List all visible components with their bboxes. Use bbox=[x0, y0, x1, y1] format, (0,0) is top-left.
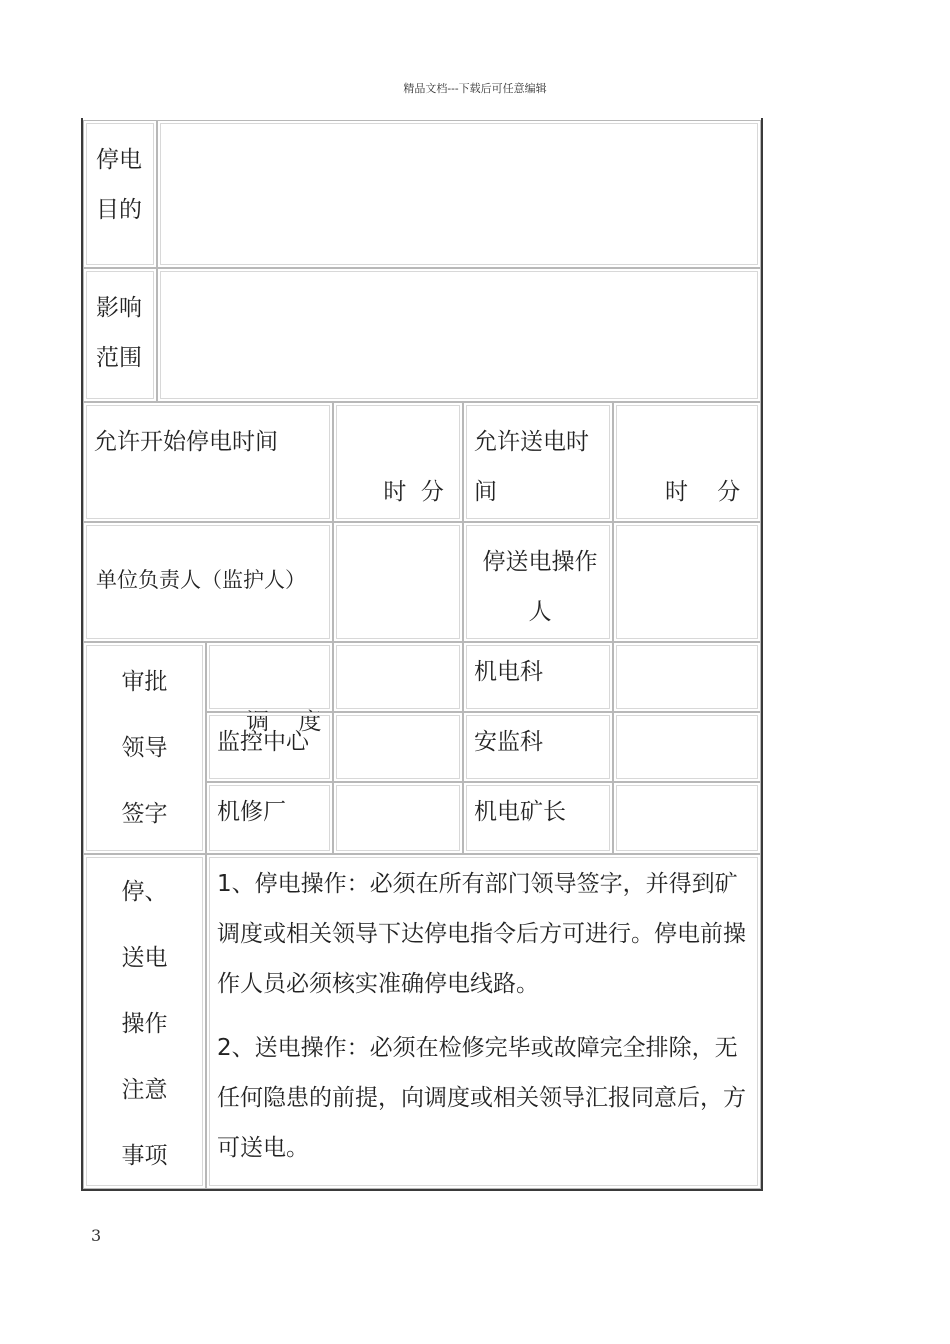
notes-paragraph-power-off: 1、停电操作：必须在所有部门领导签字，并得到矿调度或相关领导下达停电指令后方可进行。停电前操作人员必须核实准确停电线路。 bbox=[217, 871, 746, 997]
unit-leader-value-cell[interactable] bbox=[333, 522, 463, 642]
approval-label-cell bbox=[83, 642, 206, 854]
approval-sign-monitoring-center[interactable] bbox=[333, 712, 463, 782]
approval-label-line3: 签字 bbox=[121, 801, 168, 827]
unit-leader-label: 单位负责人（监护人） bbox=[96, 568, 306, 592]
approval-item-label: 机修厂 bbox=[217, 799, 286, 825]
approval-item-dispatch bbox=[206, 642, 333, 735]
approval-item-repair-plant bbox=[206, 782, 333, 854]
notes-content-cell bbox=[206, 854, 761, 1189]
scope-label-cell bbox=[83, 268, 157, 402]
notes-label-line: 事项 bbox=[121, 1143, 168, 1169]
purpose-label-cell bbox=[83, 120, 157, 268]
approval-sign-safety-dept[interactable] bbox=[613, 712, 761, 782]
approval-item-mech-elec-director bbox=[463, 782, 613, 854]
notes-label-line: 操作 bbox=[121, 1011, 168, 1037]
approval-sign-mech-elec-director[interactable] bbox=[613, 782, 761, 854]
purpose-label-line1: 停电 bbox=[96, 147, 142, 173]
approval-item-monitoring-center bbox=[206, 712, 333, 782]
approval-item-label: 调 度 bbox=[246, 709, 322, 735]
start-time-label-cell bbox=[83, 402, 333, 522]
approval-sign-dispatch[interactable] bbox=[333, 642, 463, 712]
page-header: 精品文档---下载后可任意编辑 bbox=[403, 82, 547, 95]
start-time-value-cell[interactable] bbox=[333, 402, 463, 522]
approval-item-label: 监控中心 bbox=[217, 729, 309, 755]
start-time-label: 允许开始停电时间 bbox=[94, 429, 278, 455]
scope-value-cell[interactable] bbox=[157, 268, 761, 402]
unit-leader-label-cell bbox=[83, 522, 333, 642]
restore-time-label-cell bbox=[463, 402, 613, 522]
restore-time-label: 允许送电时间 bbox=[474, 429, 589, 505]
approval-sign-mech-elec-dept[interactable] bbox=[613, 642, 761, 712]
approval-item-mech-elec-dept bbox=[463, 642, 613, 712]
purpose-label-line2: 目的 bbox=[96, 197, 142, 223]
approval-label-line2: 领导 bbox=[121, 735, 168, 761]
purpose-value-cell[interactable] bbox=[157, 120, 761, 268]
power-outage-form bbox=[81, 118, 763, 1191]
operator-value-cell[interactable] bbox=[613, 522, 761, 642]
scope-label-line2: 范围 bbox=[96, 345, 142, 371]
notes-label-cell bbox=[83, 854, 206, 1189]
operator-label-cell bbox=[463, 522, 613, 642]
restore-time-value: 时 分 bbox=[665, 479, 741, 505]
notes-label-line: 停、 bbox=[121, 879, 168, 905]
start-time-value: 时 分 bbox=[383, 479, 444, 505]
page-number: 3 bbox=[91, 1226, 102, 1245]
operator-label: 停送电操作人 bbox=[482, 549, 598, 625]
approval-item-safety-dept bbox=[463, 712, 613, 782]
scope-label-line1: 影响 bbox=[96, 295, 142, 321]
approval-item-label: 机电矿长 bbox=[474, 799, 566, 825]
approval-item-label: 机电科 bbox=[474, 659, 543, 685]
approval-sign-repair-plant[interactable] bbox=[333, 782, 463, 854]
notes-label-line: 送电 bbox=[121, 945, 168, 971]
approval-item-label: 安监科 bbox=[474, 729, 543, 755]
notes-paragraph-power-on: 2、送电操作：必须在检修完毕或故障完全排除，无任何隐患的前提，向调度或相关领导汇报同意后，方可送电。 bbox=[217, 1035, 746, 1161]
restore-time-value-cell[interactable] bbox=[613, 402, 761, 522]
notes-label-line: 注意 bbox=[121, 1077, 168, 1103]
approval-label-line1: 审批 bbox=[121, 669, 168, 695]
